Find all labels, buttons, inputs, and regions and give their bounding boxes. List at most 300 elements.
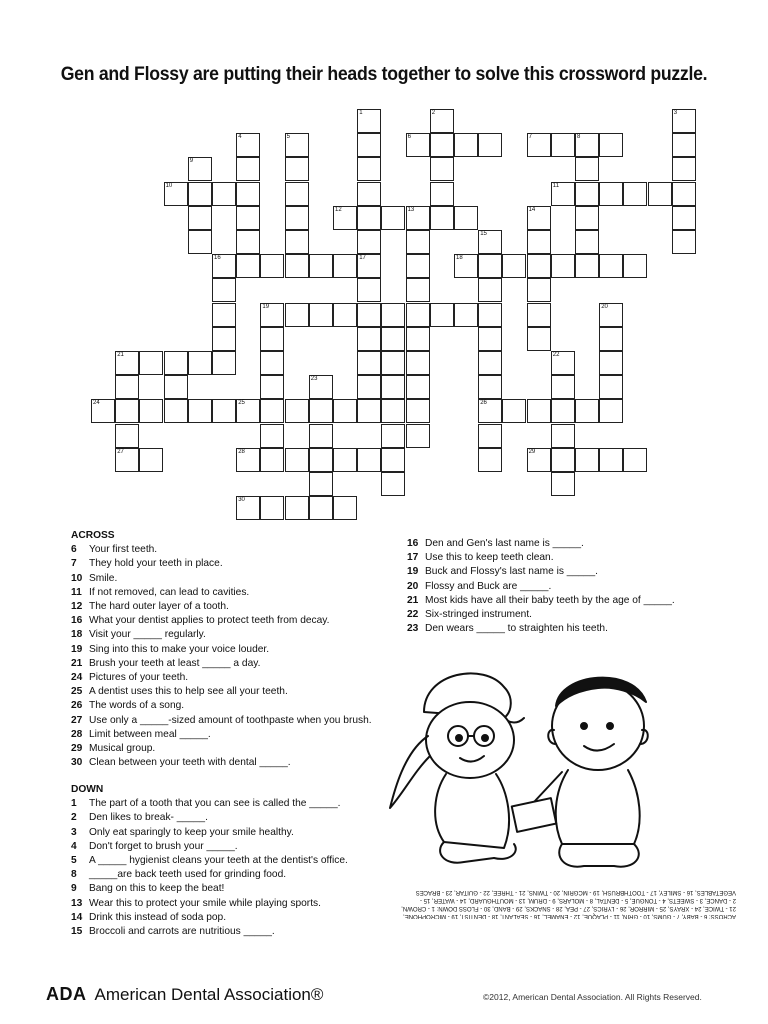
across-cont-clue-17 — [407, 551, 675, 565]
across-clue-12 — [71, 600, 372, 614]
grid-cell[interactable] — [551, 254, 575, 278]
grid-cell[interactable] — [139, 399, 163, 423]
cell-number: 19 — [262, 303, 270, 310]
grid-cell[interactable] — [357, 375, 381, 399]
across-cont-clue-20 — [407, 580, 675, 594]
grid-cell[interactable] — [454, 303, 478, 327]
cell-number: 14 — [528, 206, 536, 213]
grid-cell[interactable] — [502, 399, 526, 423]
grid-cell[interactable] — [164, 399, 188, 423]
clue-text: Den wears _____ to straighten his teeth. — [425, 623, 608, 635]
grid-cell[interactable] — [406, 303, 430, 327]
down-clue-9 — [71, 882, 348, 896]
grid-cell[interactable] — [285, 448, 309, 472]
down-clues — [71, 783, 348, 939]
grid-cell[interactable] — [236, 448, 260, 472]
grid-cell[interactable] — [285, 133, 309, 157]
clue-number: 12 — [71, 601, 83, 613]
clue-number: 2 — [71, 812, 77, 824]
across-clue-10 — [71, 572, 372, 586]
grid-cell[interactable] — [623, 182, 647, 206]
clue-text: Clean between your teeth with dental _____. — [89, 757, 291, 769]
grid-cell[interactable] — [236, 133, 260, 157]
grid-cell[interactable] — [333, 206, 357, 230]
grid-cell[interactable] — [236, 230, 260, 254]
grid-cell[interactable] — [188, 157, 212, 181]
grid-cell[interactable] — [260, 496, 284, 520]
grid-cell[interactable] — [309, 375, 333, 399]
grid-cell[interactable] — [551, 133, 575, 157]
grid-cell[interactable] — [478, 351, 502, 375]
grid-cell[interactable] — [381, 351, 405, 375]
across-clue-6 — [71, 543, 372, 557]
grid-cell[interactable] — [309, 254, 333, 278]
clue-number: 19 — [71, 643, 83, 655]
clue-text: They hold your teeth in place. — [89, 558, 223, 570]
clue-text: Don't forget to brush your _____. — [89, 840, 238, 852]
clue-text: The hard outer layer of a tooth. — [89, 601, 229, 613]
clue-number: 14 — [71, 911, 83, 923]
clue-number: 28 — [71, 728, 83, 740]
grid-cell[interactable] — [478, 327, 502, 351]
grid-cell[interactable] — [454, 254, 478, 278]
across-cont-clue-16 — [407, 537, 675, 551]
grid-cell[interactable] — [527, 278, 551, 302]
grid-cell[interactable] — [551, 375, 575, 399]
down-clue-14 — [71, 911, 348, 925]
grid-cell[interactable] — [551, 351, 575, 375]
clue-text: A _____ hygienist cleans your teeth at the dentist's office. — [89, 855, 348, 867]
clue-text: Most kids have all their baby teeth by the age of _____. — [425, 594, 675, 606]
cell-number: 9 — [189, 158, 194, 165]
cell-number: 25 — [238, 400, 245, 407]
clue-number: 30 — [71, 757, 83, 769]
grid-cell[interactable] — [430, 109, 454, 133]
grid-cell[interactable] — [430, 206, 454, 230]
cell-number: 8 — [577, 134, 581, 141]
clue-text: Sing into this to make your voice louder. — [89, 643, 270, 655]
across-clue-27 — [71, 714, 372, 728]
clue-text: Flossy and Buck are _____. — [425, 580, 552, 592]
grid-cell[interactable] — [333, 448, 357, 472]
grid-cell[interactable] — [139, 448, 163, 472]
clue-number: 19 — [407, 566, 419, 578]
clue-number: 9 — [71, 883, 77, 895]
clue-number: 8 — [71, 869, 77, 881]
cell-number: 17 — [359, 255, 366, 262]
grid-cell[interactable] — [406, 399, 430, 423]
grid-cell[interactable] — [236, 254, 260, 278]
across-clue-11 — [71, 586, 372, 600]
grid-cell[interactable] — [478, 278, 502, 302]
grid-cell[interactable] — [575, 157, 599, 181]
grid-cell[interactable] — [599, 375, 623, 399]
down-clue-5 — [71, 854, 348, 868]
across-clue-25 — [71, 685, 372, 699]
cell-number: 30 — [238, 497, 245, 504]
cell-number: 15 — [480, 231, 487, 237]
ada-abbr: ADA — [46, 984, 87, 1004]
across-cont-clue-23 — [407, 622, 675, 636]
grid-cell[interactable] — [188, 351, 212, 375]
grid-cell[interactable] — [333, 303, 357, 327]
grid-cell[interactable] — [357, 206, 381, 230]
cell-number: 21 — [117, 352, 124, 358]
cell-number: 20 — [601, 303, 608, 310]
cell-number: 13 — [407, 206, 415, 213]
cell-number: 4 — [238, 134, 242, 141]
grid-cell[interactable] — [236, 206, 260, 230]
grid-cell[interactable] — [212, 278, 236, 302]
clue-text: Limit between meal _____. — [89, 728, 211, 740]
clue-number: 16 — [407, 538, 419, 549]
grid-cell[interactable] — [357, 327, 381, 351]
down-clue-13 — [71, 897, 348, 911]
across-cont-clue-22 — [407, 608, 675, 622]
grid-cell[interactable] — [406, 327, 430, 351]
grid-cell[interactable] — [575, 448, 599, 472]
grid-cell[interactable] — [309, 448, 333, 472]
grid-cell[interactable] — [406, 278, 430, 302]
down-clue-4 — [71, 840, 348, 854]
cell-number: 23 — [310, 376, 318, 383]
grid-cell[interactable] — [406, 375, 430, 399]
grid-cell[interactable] — [599, 182, 623, 206]
clue-number: 1 — [71, 798, 77, 810]
grid-cell[interactable] — [115, 351, 139, 375]
grid-cell[interactable] — [260, 399, 284, 423]
clue-text: Use this to keep teeth clean. — [425, 552, 554, 564]
grid-cell[interactable] — [164, 351, 188, 375]
clue-number: 20 — [407, 580, 419, 592]
grid-cell[interactable] — [357, 230, 381, 254]
grid-cell[interactable] — [406, 254, 430, 278]
grid-cell[interactable] — [115, 375, 139, 399]
clue-text: Smile. — [89, 572, 118, 584]
grid-cell[interactable] — [260, 448, 284, 472]
clue-number: 17 — [407, 552, 419, 564]
clue-text: If not removed, can lead to cavities. — [89, 586, 250, 598]
clue-text: Den and Gen's last name is _____. — [425, 538, 584, 549]
copyright: ©2012, American Dental Association. All Rights Reserved. — [483, 992, 702, 1002]
grid-cell[interactable] — [309, 303, 333, 327]
grid-cell[interactable] — [357, 182, 381, 206]
grid-cell[interactable] — [285, 496, 309, 520]
clue-text: Brush your teeth at least _____ a day. — [89, 657, 261, 669]
across-clue-29 — [71, 742, 372, 756]
clue-text: What your dentist applies to protect teeth from decay. — [89, 615, 330, 627]
grid-cell[interactable] — [285, 182, 309, 206]
grid-cell[interactable] — [309, 472, 333, 496]
grid-cell[interactable] — [454, 206, 478, 230]
grid-cell[interactable] — [188, 399, 212, 423]
clue-number: 7 — [71, 558, 77, 570]
clue-number: 13 — [71, 897, 83, 909]
grid-cell[interactable] — [285, 157, 309, 181]
grid-cell[interactable] — [236, 182, 260, 206]
cell-number: 2 — [431, 110, 436, 116]
page-title: Gen and Flossy are putting their heads together to solve this crossword puzzle. — [60, 64, 708, 85]
grid-cell[interactable] — [478, 448, 502, 472]
grid-cell[interactable] — [357, 157, 381, 181]
grid-cell[interactable] — [333, 254, 357, 278]
grid-cell[interactable] — [672, 157, 696, 181]
grid-cell[interactable] — [599, 133, 623, 157]
grid-cell[interactable] — [527, 399, 551, 423]
grid-cell[interactable] — [575, 182, 599, 206]
grid-cell[interactable] — [91, 399, 115, 423]
grid-cell[interactable] — [430, 182, 454, 206]
grid-cell[interactable] — [381, 303, 405, 327]
down-clue-15 — [71, 925, 348, 939]
grid-cell[interactable] — [115, 424, 139, 448]
grid-cell[interactable] — [115, 448, 139, 472]
grid-cell[interactable] — [188, 182, 212, 206]
clue-number: 4 — [71, 840, 77, 852]
across-clue-30 — [71, 756, 372, 770]
clue-number: 5 — [71, 855, 77, 867]
grid-cell[interactable] — [357, 109, 381, 133]
grid-cell[interactable] — [164, 375, 188, 399]
grid-cell[interactable] — [599, 254, 623, 278]
cell-number: 6 — [407, 134, 411, 141]
clue-text: Bang on this to keep the beat! — [89, 883, 225, 895]
grid-cell[interactable] — [357, 133, 381, 157]
cell-number: 22 — [552, 352, 560, 358]
clue-number: 3 — [71, 826, 77, 838]
grid-cell[interactable] — [381, 399, 405, 423]
clue-number: 29 — [71, 743, 83, 755]
grid-cell[interactable] — [357, 399, 381, 423]
clue-number: 11 — [71, 586, 82, 598]
grid-cell[interactable] — [623, 448, 647, 472]
cell-number: 10 — [165, 182, 173, 189]
cell-number: 26 — [480, 400, 487, 407]
grid-cell[interactable] — [575, 399, 599, 423]
grid-cell[interactable] — [260, 327, 284, 351]
clue-number: 26 — [71, 700, 83, 712]
grid-cell[interactable] — [478, 133, 502, 157]
grid-cell[interactable] — [115, 399, 139, 423]
grid-cell[interactable] — [285, 230, 309, 254]
grid-cell[interactable] — [527, 206, 551, 230]
ada-name: American Dental Association® — [94, 985, 324, 1004]
cell-number: 12 — [335, 206, 342, 213]
grid-cell[interactable] — [454, 133, 478, 157]
grid-cell[interactable] — [260, 351, 284, 375]
grid-cell[interactable] — [381, 448, 405, 472]
cell-number: 7 — [528, 134, 532, 141]
clue-text: A dentist uses this to help see all your teeth. — [89, 686, 288, 698]
grid-cell[interactable] — [285, 399, 309, 423]
grid-cell[interactable] — [551, 448, 575, 472]
grid-cell[interactable] — [672, 230, 696, 254]
grid-cell[interactable] — [575, 206, 599, 230]
grid-cell[interactable] — [357, 303, 381, 327]
grid-cell[interactable] — [672, 109, 696, 133]
grid-cell[interactable] — [478, 424, 502, 448]
grid-cell[interactable] — [357, 448, 381, 472]
grid-cell[interactable] — [212, 254, 236, 278]
across-clues-continued — [407, 537, 675, 636]
grid-cell[interactable] — [139, 351, 163, 375]
answer-key: ACROSS: 6 - BABY, 7 - GUMS, 10 - GRIN, 11 - PLAQUE, 12 - ENAMEL, 16 - SEALANT, 18 - DENTIST, 19 - MICROPHONE, 21 - TWICE, 24 - XRAYS, 25 - MIRROR, 26 - LYRICS, 27 - PEA, 28 - SNACKS, 29 - BAND, 30 - FLOSS DOWN: 1 - CROWN, 2 - DANCE, 3 - SWEETS, 4 - TONGUE, 5 - DENTAL, 8 - MOLARS, 9 - DRUM, 13 - MOUTHGUARD, 14 - WATER, 15 - VEGETABLES, 16 - SMILEY, 17 - TOOTHBRUSH, 19 - MCGRIN, 20 - TWINS, 21 - THREE, 22 - GUITAR, 23 - BRACES — [401, 889, 736, 919]
grid-cell[interactable] — [236, 157, 260, 181]
down-clue-3 — [71, 826, 348, 840]
grid-cell[interactable] — [236, 496, 260, 520]
grid-cell[interactable] — [599, 448, 623, 472]
grid-cell[interactable] — [527, 448, 551, 472]
grid-cell[interactable] — [333, 399, 357, 423]
grid-cell[interactable] — [212, 351, 236, 375]
grid-cell[interactable] — [285, 303, 309, 327]
clue-number: 22 — [407, 609, 419, 621]
grid-cell[interactable] — [478, 230, 502, 254]
clue-text: Wear this to protect your smile while playing sports. — [89, 897, 321, 909]
across-clue-16 — [71, 614, 372, 628]
grid-cell[interactable] — [309, 496, 333, 520]
clue-number: 10 — [71, 572, 83, 584]
grid-cell[interactable] — [551, 472, 575, 496]
across-clue-28 — [71, 728, 372, 742]
cell-number: 24 — [93, 400, 100, 407]
clue-text: Broccoli and carrots are nutritious _____. — [89, 926, 275, 938]
grid-cell[interactable] — [188, 206, 212, 230]
grid-cell[interactable] — [599, 351, 623, 375]
clue-text: Buck and Flossy's last name is _____. — [425, 566, 598, 578]
grid-cell[interactable] — [212, 399, 236, 423]
cell-number: 1 — [359, 110, 363, 116]
across-clue-7 — [71, 557, 372, 571]
grid-cell[interactable] — [164, 182, 188, 206]
grid-cell[interactable] — [575, 133, 599, 157]
across-clue-18 — [71, 628, 372, 642]
grid-cell[interactable] — [381, 424, 405, 448]
grid-cell[interactable] — [551, 399, 575, 423]
grid-cell[interactable] — [212, 303, 236, 327]
clue-number: 16 — [71, 615, 83, 627]
grid-cell[interactable] — [285, 206, 309, 230]
grid-cell[interactable] — [212, 182, 236, 206]
clue-text: Use only a _____-sized amount of toothpaste when you brush. — [89, 714, 372, 726]
grid-cell[interactable] — [478, 375, 502, 399]
grid-cell[interactable] — [672, 206, 696, 230]
grid-cell[interactable] — [575, 230, 599, 254]
across-clue-26 — [71, 699, 372, 713]
cell-number: 11 — [552, 182, 560, 189]
grid-cell[interactable] — [478, 399, 502, 423]
grid-cell[interactable] — [502, 254, 526, 278]
grid-cell[interactable] — [599, 399, 623, 423]
cartoon-children-icon — [384, 652, 674, 878]
clue-text: Six-stringed instrument. — [425, 609, 533, 621]
grid-cell[interactable] — [260, 424, 284, 448]
down-heading: DOWN — [71, 784, 104, 795]
clue-text: Musical group. — [89, 743, 156, 755]
grid-cell[interactable] — [672, 182, 696, 206]
clue-number: 18 — [71, 629, 83, 641]
grid-cell[interactable] — [333, 496, 357, 520]
grid-cell[interactable] — [260, 375, 284, 399]
clue-number: 24 — [71, 672, 83, 684]
grid-cell[interactable] — [309, 399, 333, 423]
grid-cell[interactable] — [478, 303, 502, 327]
across-cont-clue-21 — [407, 594, 675, 608]
grid-cell[interactable] — [188, 230, 212, 254]
grid-cell[interactable] — [551, 424, 575, 448]
grid-cell[interactable] — [357, 278, 381, 302]
clue-text: Drink this instead of soda pop. — [89, 911, 227, 923]
grid-cell[interactable] — [623, 254, 647, 278]
grid-cell[interactable] — [430, 303, 454, 327]
clue-number: 21 — [407, 594, 419, 606]
grid-cell[interactable] — [478, 254, 502, 278]
grid-cell[interactable] — [285, 254, 309, 278]
grid-cell[interactable] — [309, 424, 333, 448]
grid-cell[interactable] — [527, 133, 551, 157]
grid-cell[interactable] — [648, 182, 672, 206]
grid-cell[interactable] — [575, 254, 599, 278]
clue-number: 6 — [71, 544, 77, 556]
clue-text: _____are back teeth used for grinding food. — [89, 869, 287, 881]
grid-cell[interactable] — [381, 375, 405, 399]
grid-cell[interactable] — [381, 327, 405, 351]
grid-cell[interactable] — [599, 303, 623, 327]
grid-cell[interactable] — [406, 424, 430, 448]
grid-cell[interactable] — [406, 230, 430, 254]
grid-cell[interactable] — [406, 351, 430, 375]
grid-cell[interactable] — [381, 206, 405, 230]
clue-number: 25 — [71, 686, 83, 698]
grid-cell[interactable] — [260, 254, 284, 278]
across-clue-19 — [71, 643, 372, 657]
down-clue-2 — [71, 811, 348, 825]
grid-cell[interactable] — [430, 133, 454, 157]
grid-cell[interactable] — [406, 133, 430, 157]
grid-cell[interactable] — [236, 399, 260, 423]
clue-number: 27 — [71, 714, 83, 726]
clue-text: Only eat sparingly to keep your smile healthy. — [89, 826, 294, 838]
grid-cell[interactable] — [357, 351, 381, 375]
clue-text: The part of a tooth that you can see is called the _____. — [89, 798, 341, 810]
ada-logo — [46, 984, 323, 1005]
grid-cell[interactable] — [430, 157, 454, 181]
clue-text: The words of a song. — [89, 700, 185, 712]
grid-cell[interactable] — [527, 254, 551, 278]
down-clue-1 — [71, 797, 348, 811]
grid-cell[interactable] — [406, 206, 430, 230]
grid-cell[interactable] — [381, 472, 405, 496]
clue-number: 21 — [71, 657, 83, 669]
grid-cell[interactable] — [527, 327, 551, 351]
grid-cell[interactable] — [551, 182, 575, 206]
grid-cell[interactable] — [527, 303, 551, 327]
grid-cell[interactable] — [527, 230, 551, 254]
grid-cell[interactable] — [672, 133, 696, 157]
cell-number: 29 — [528, 448, 536, 455]
clue-text: Your first teeth. — [89, 544, 158, 556]
across-clue-21 — [71, 657, 372, 671]
grid-cell[interactable] — [357, 254, 381, 278]
clue-text: Visit your _____ regularly. — [89, 629, 206, 641]
grid-cell[interactable] — [599, 327, 623, 351]
grid-cell[interactable] — [212, 327, 236, 351]
across-clue-24 — [71, 671, 372, 685]
grid-cell[interactable] — [260, 303, 284, 327]
cell-number: 3 — [673, 110, 678, 116]
cell-number: 5 — [286, 134, 290, 141]
cell-number: 27 — [117, 448, 124, 455]
